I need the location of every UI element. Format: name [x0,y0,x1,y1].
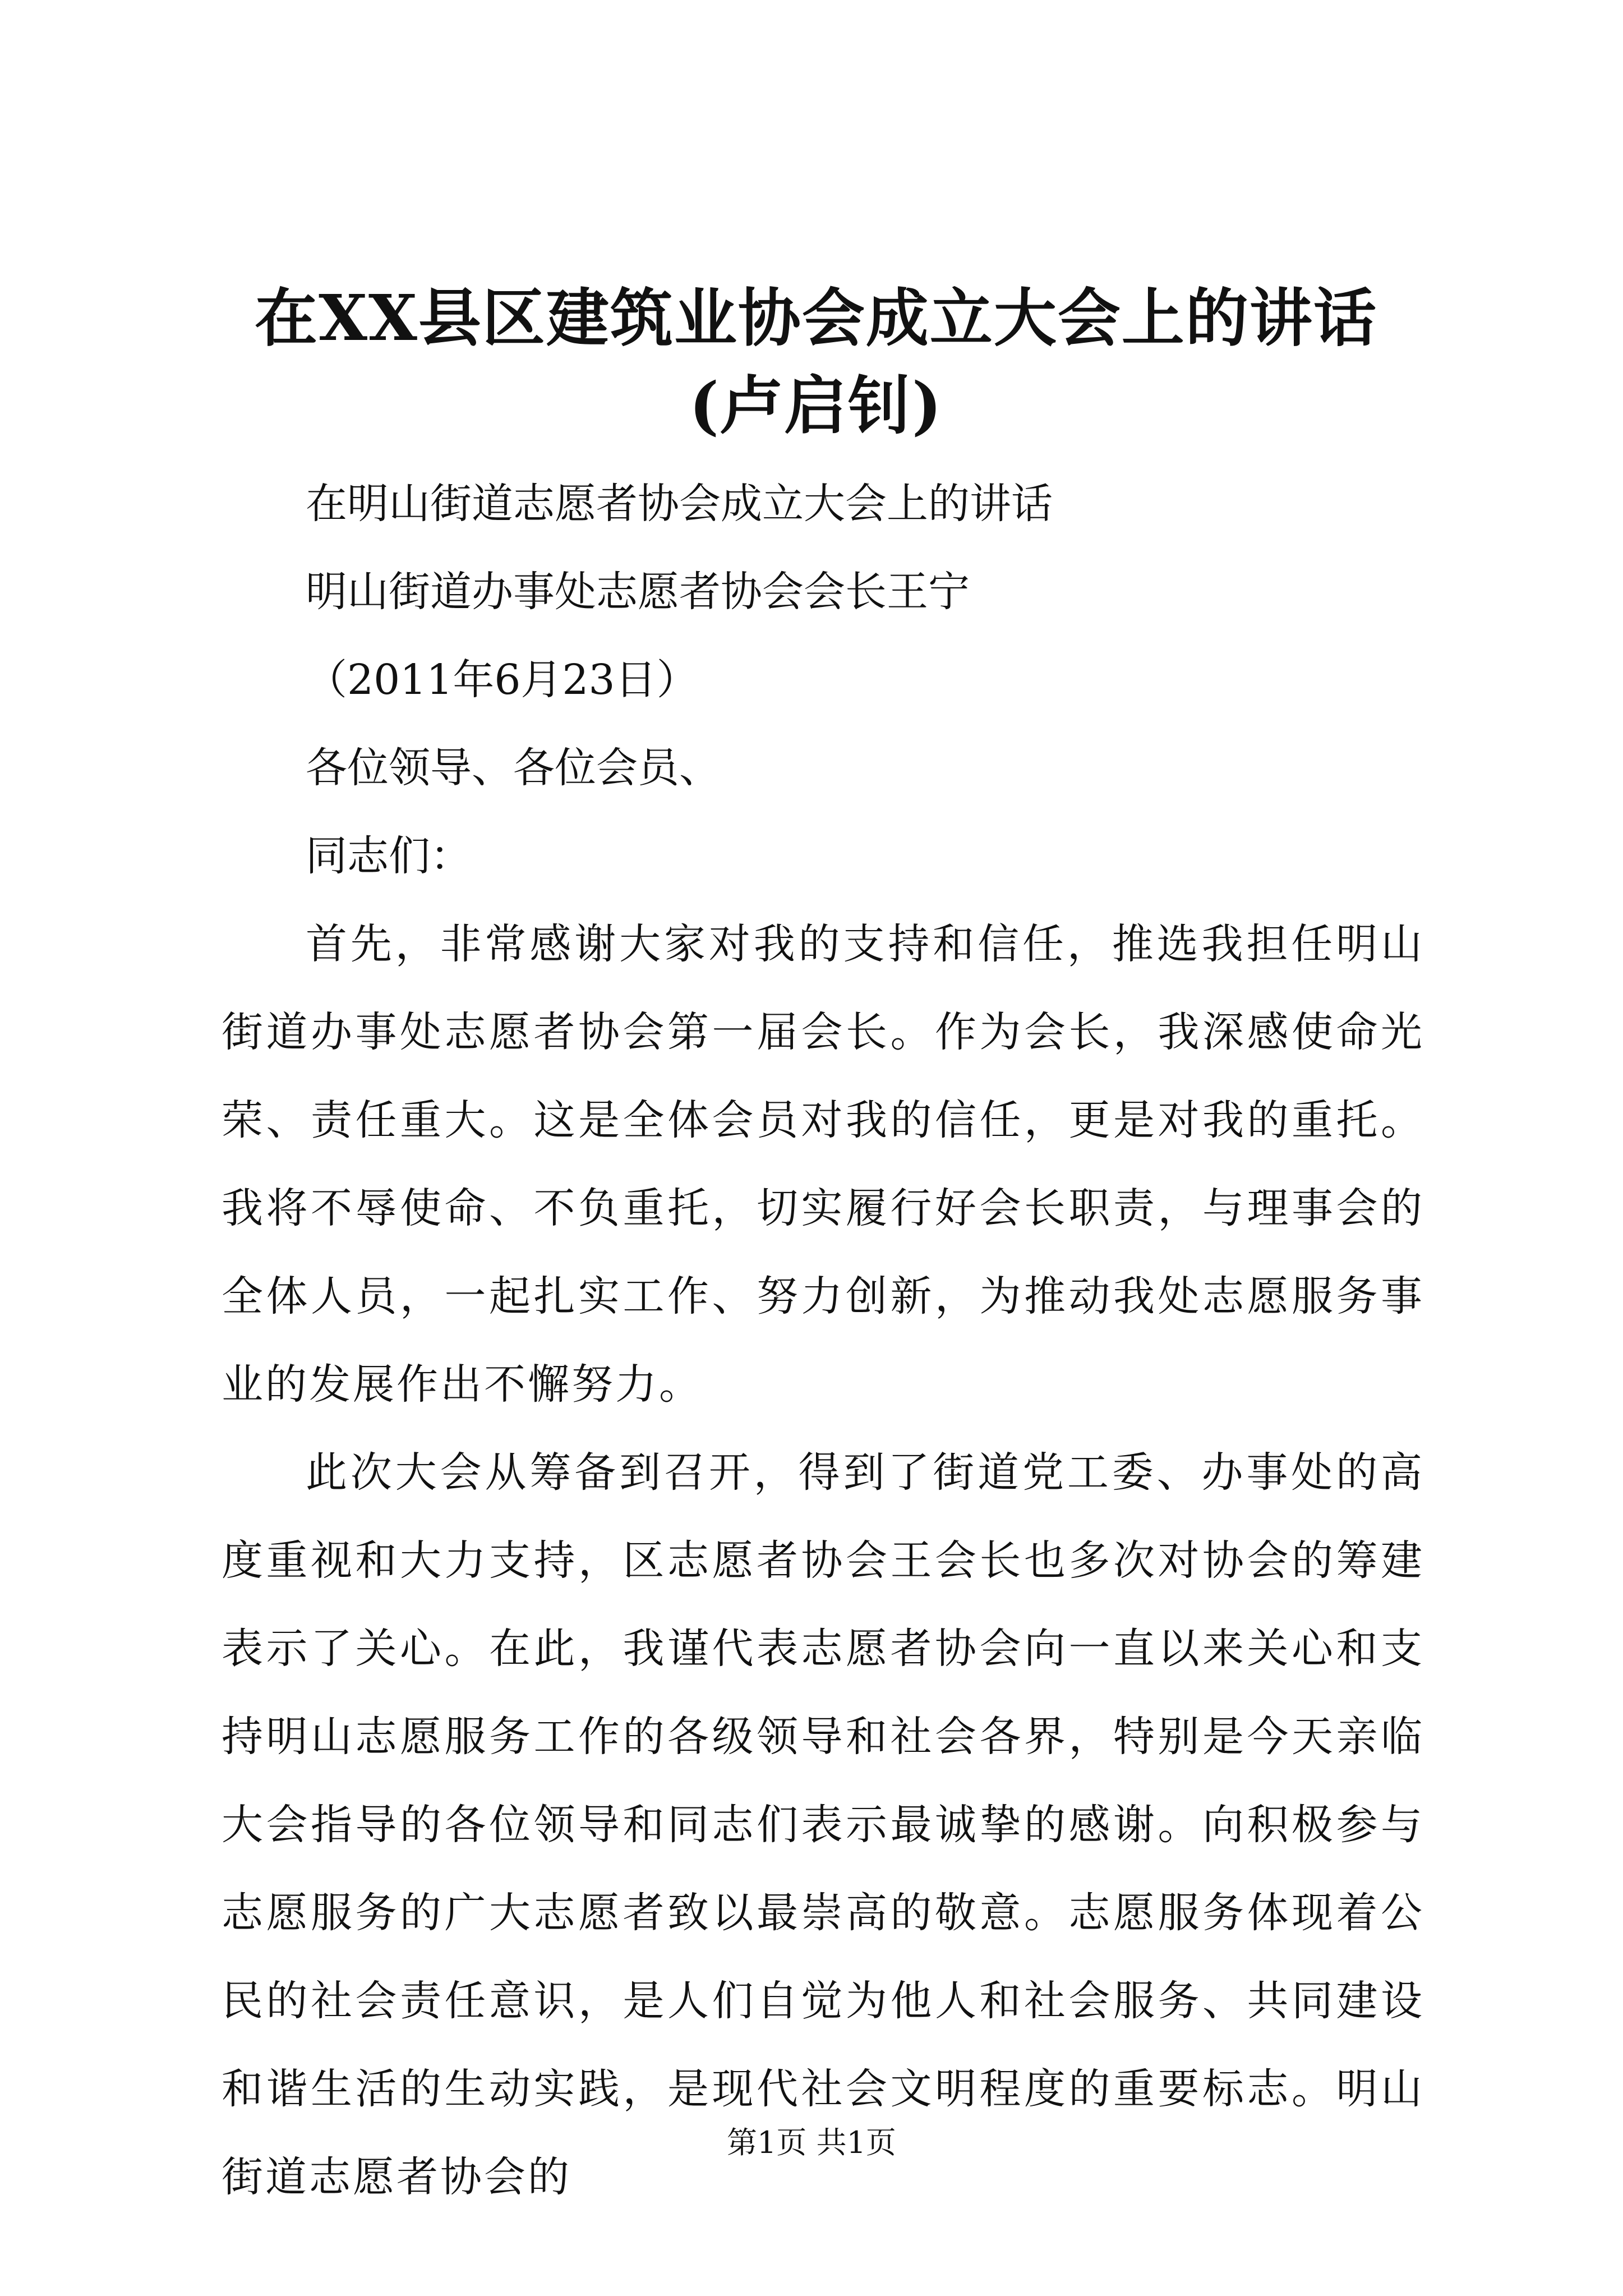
speech-title: 在明山街道志愿者协会成立大会上的讲话 [306,480,1053,528]
salutation-line-2: 同志们： [306,832,472,880]
salutation-line-1: 各位领导、各位会员、 [306,744,721,792]
speaker-line: 明山街道办事处志愿者协会会长王宁 [306,568,970,616]
paragraph-2: 此次大会从筹备到召开，得到了街道党工委、办事处的高度重视和大力支持，区志愿者协会王会长也多次对协会的筹建表示了关心。在此，我谨代表志愿者协会向一直以来关心和支持明山志愿服务工作的各级领导和社会各界，特别是今天亲临大会指导的各位领导和同志们表示最诚挚的感谢。向积极参与志愿服务的广大志愿者致以最崇高的敬意。志愿服务体现着公民的社会责任意识，是人们自觉为他人和社会服务、共同建设和谐生活的生动实践，是现代社会文明程度的重要标志。明山街道志愿者协会的 [222,1448,1424,2201]
document-body [222,460,1424,2221]
date-line: （2011年6月23日） [306,656,698,704]
paragraph-1: 首先，非常感谢大家对我的支持和信任，推选我担任明山街道办事处志愿者协会第一届会长。作为会长，我深感使命光荣、责任重大。这是全体会员对我的信任，更是对我的重托。我将不辱使命、不负重托，切实履行好会长职责，与理事会的全体人员，一起扎实工作、努力创新，为推动我处志愿服务事业的发展作出不懈努力。 [222,920,1424,1409]
document-title: 在XX县区建筑业协会成立大会上的讲话(卢启钊) [255,282,1377,443]
page-footer: 第1页 共1页 [727,2125,896,2160]
